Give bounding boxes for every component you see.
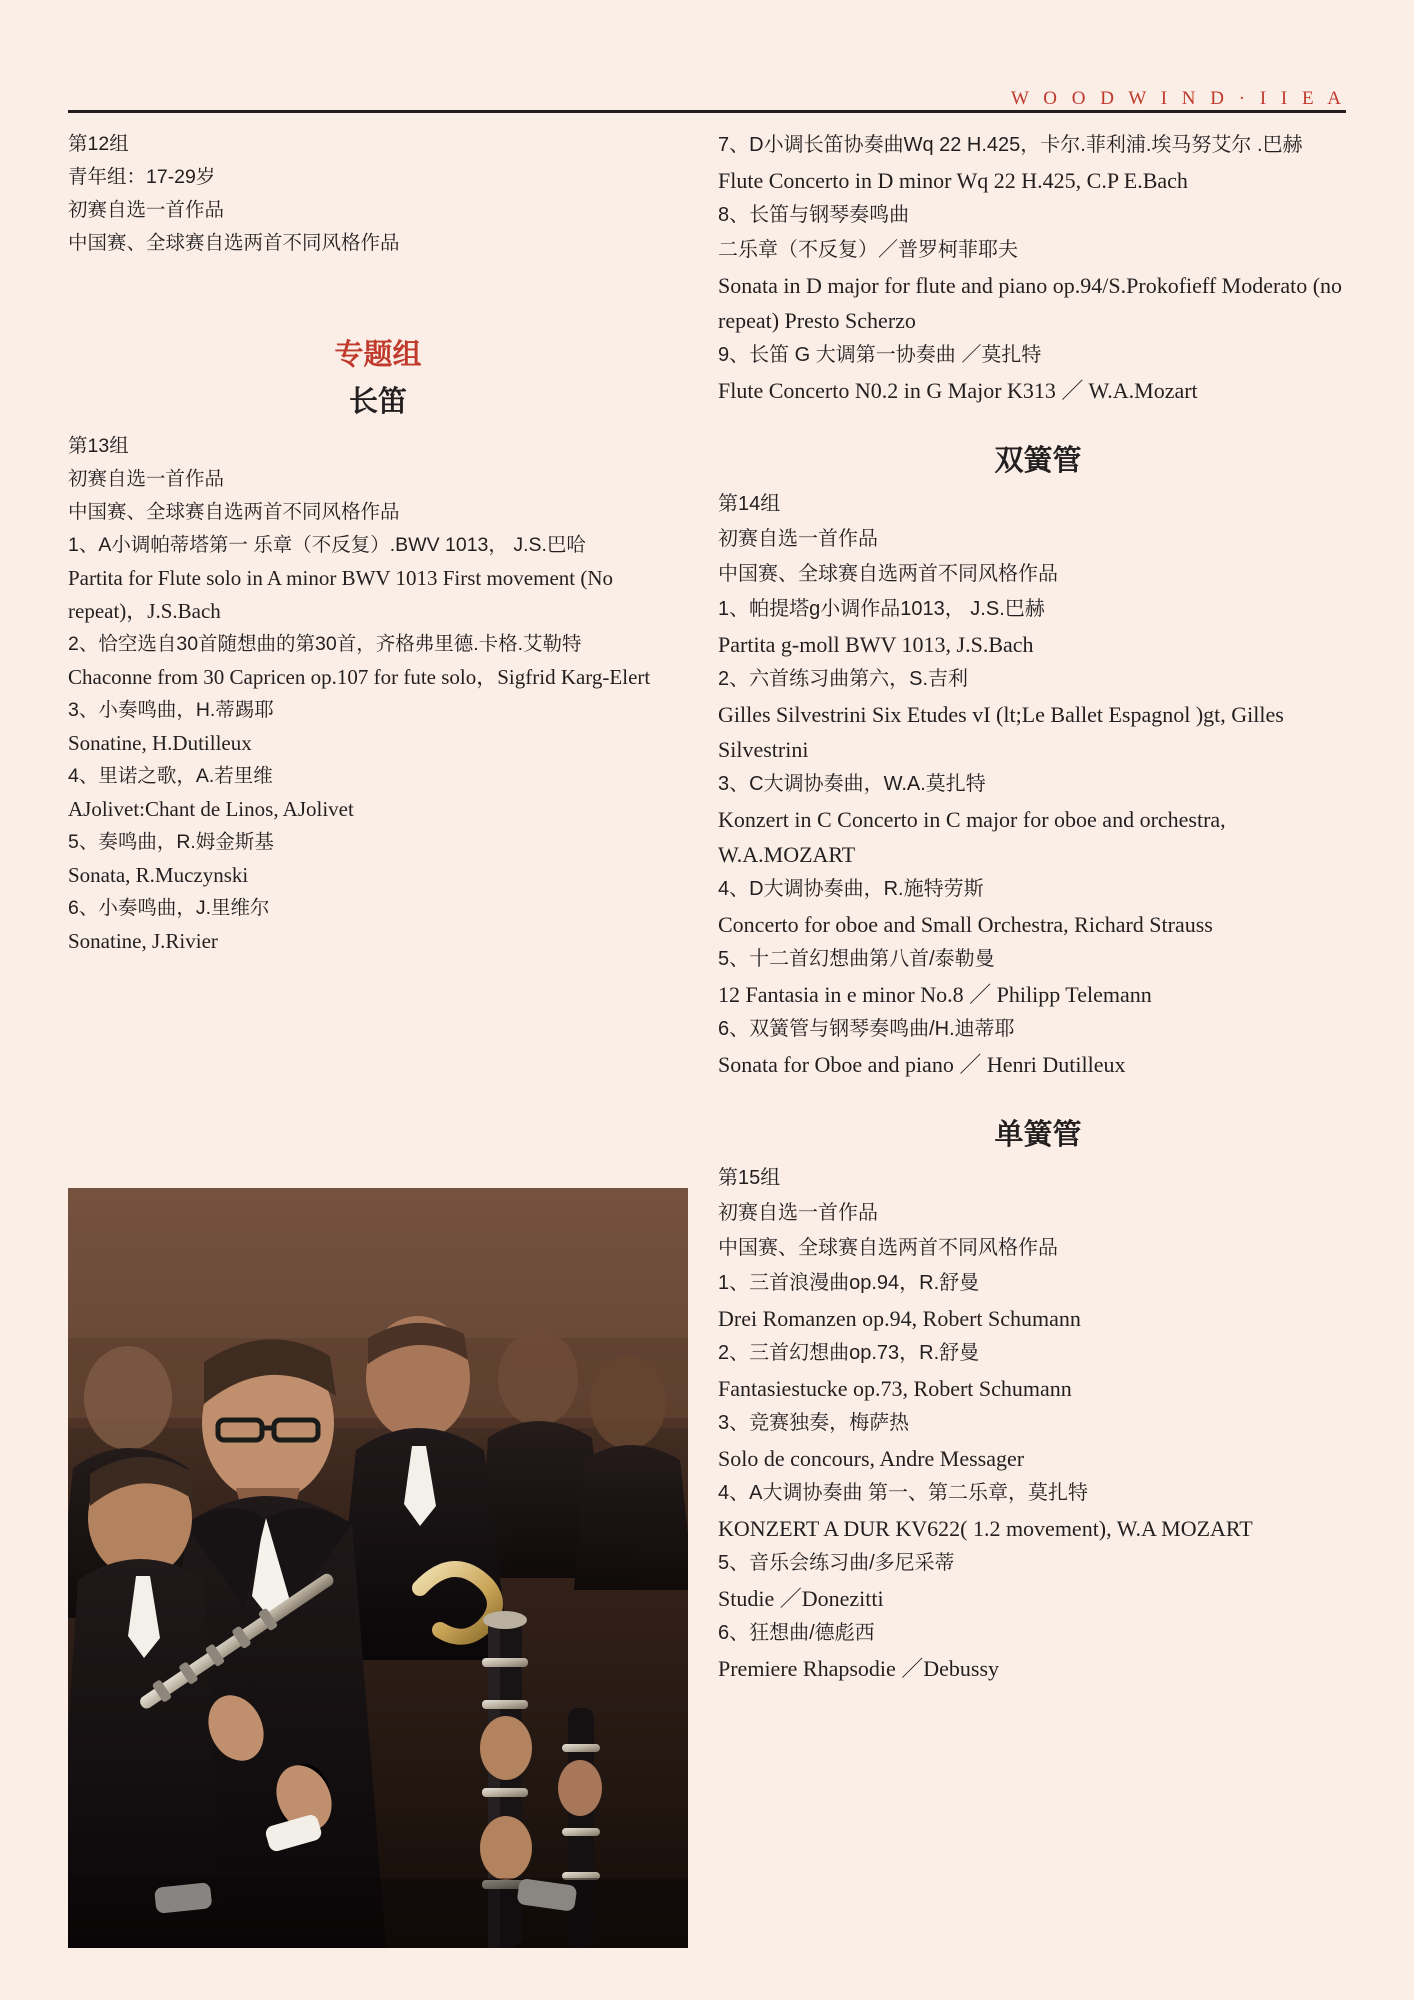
text-line: 第15组 [718, 1167, 781, 1189]
orchestra-photo [68, 1188, 688, 1948]
text-line: 3、竞赛独奏，梅萨热 [718, 1412, 910, 1434]
text-line: Solo de concours, Andre Messager [718, 1446, 1025, 1471]
text-line: KONZERT A DUR KV622( 1.2 movement), W.A MOZART [718, 1516, 1253, 1541]
text-line: 中国赛、全球赛自选两首不同风格作品 [68, 232, 400, 254]
text-line: Concerto for oboe and Small Orchestra, Richard Strauss [718, 912, 1213, 937]
text-line: Flute Concerto N0.2 in G Major K313 ／ W.A.Mozart [718, 378, 1198, 403]
text-line: Partita for Flute solo in A minor BWV 1013 First movement (No repeat)，J.S.Bach [68, 566, 619, 623]
text-line: 中国赛、全球赛自选两首不同风格作品 [718, 1237, 1058, 1259]
text-line: 2、三首幻想曲op.73，R.舒曼 [718, 1342, 980, 1364]
group-15-block [718, 1161, 1358, 1686]
group-13-block [68, 430, 688, 958]
text-line: 1、帕提塔g小调作品1013， J.S.巴赫 [718, 598, 1045, 620]
header-divider [68, 110, 1346, 113]
text-line: 9、长笛 G 大调第一协奏曲 ／莫扎特 [718, 344, 1042, 366]
text-line: 1、A小调帕蒂塔第一 乐章（不反复）.BWV 1013， J.S.巴哈 [68, 534, 586, 556]
page-header-brand: W O O D W I N D · I I E A [1010, 88, 1346, 109]
text-line: Sonata for Oboe and piano ／ Henri Dutilleux [718, 1052, 1126, 1077]
text-line: Chaconne from 30 Capricen op.107 for fute solo，Sigfrid Karg-Elert [68, 665, 651, 689]
clarinet-section-title: 单簧管 [994, 1119, 1082, 1151]
text-line: 1、三首浪漫曲op.94，R.舒曼 [718, 1272, 980, 1294]
left-column [68, 128, 688, 958]
text-line: 第14组 [718, 493, 781, 515]
text-line: 初赛自选一首作品 [718, 1202, 878, 1224]
orchestra-photo-illustration [68, 1188, 688, 1948]
text-line: 3、小奏鸣曲，H.蒂踢耶 [68, 699, 274, 721]
text-line: 中国赛、全球赛自选两首不同风格作品 [68, 501, 400, 523]
right-column [718, 128, 1358, 1686]
group-12-block [68, 128, 688, 260]
text-line: Partita g-moll BWV 1013, J.S.Bach [718, 632, 1034, 657]
text-line: Gilles Silvestrini Six Etudes vI (lt;Le Ballet Espagnol )gt, Gilles Silvestrini [718, 702, 1290, 762]
flute-continued-block [718, 128, 1358, 408]
flute-section-title: 长笛 [348, 386, 407, 418]
text-line: Flute Concerto in D minor Wq 22 H.425, C.P E.Bach [718, 168, 1188, 193]
text-line: 2、恰空选自30首随想曲的第30首，齐格弗里德.卡格.艾勒特 [68, 633, 582, 655]
text-line: Premiere Rhapsodie ／Debussy [718, 1656, 1000, 1681]
text-line: 初赛自选一首作品 [718, 528, 878, 550]
text-line: Sonatine, J.Rivier [68, 929, 218, 953]
text-line: AJolivet:Chant de Linos, AJolivet [68, 797, 354, 821]
text-line: 2、六首练习曲第六，S.吉利 [718, 668, 969, 690]
text-line: Drei Romanzen op.94, Robert Schumann [718, 1306, 1081, 1331]
text-line: 初赛自选一首作品 [68, 468, 225, 490]
text-line: 6、双簧管与钢琴奏鸣曲/H.迪蒂耶 [718, 1018, 1015, 1040]
text-line: 4、A大调协奏曲 第一、第二乐章，莫扎特 [718, 1482, 1089, 1504]
text-line: 第13组 [68, 435, 129, 457]
text-line: Studie ／Donezitti [718, 1586, 884, 1611]
text-line: 第12组 [68, 133, 129, 155]
text-line: Sonata, R.Muczynski [68, 863, 249, 887]
text-line: 青年组：17-29岁 [68, 166, 216, 188]
text-line: 7、D小调长笛协奏曲Wq 22 H.425，卡尔.菲利浦.埃马努艾尔 .巴赫 [718, 134, 1303, 156]
text-line: 8、长笛与钢琴奏鸣曲 [718, 204, 910, 226]
text-line: Fantasiestucke op.73, Robert Schumann [718, 1376, 1072, 1401]
group-14-block [718, 487, 1358, 1082]
text-line: 4、D大调协奏曲，R.施特劳斯 [718, 878, 984, 900]
text-line: 中国赛、全球赛自选两首不同风格作品 [718, 563, 1058, 585]
special-group-title: 专题组 [334, 339, 422, 371]
text-line: 二乐章（不反复）／普罗柯菲耶夫 [718, 239, 1018, 261]
text-line: 5、奏鸣曲，R.姆金斯基 [68, 831, 274, 853]
text-line: 6、小奏鸣曲，J.里维尔 [68, 897, 270, 919]
text-line: 初赛自选一首作品 [68, 199, 225, 221]
text-line: Sonata in D major for flute and piano op.94/S.Prokofieff Moderato (no repeat) Presto Scherzo [718, 273, 1348, 333]
text-line: 4、里诺之歌，A.若里维 [68, 765, 273, 787]
text-line: Sonatine, H.Dutilleux [68, 731, 252, 755]
text-line: 12 Fantasia in e minor No.8 ／ Philipp Telemann [718, 982, 1152, 1007]
text-line: 5、音乐会练习曲/多尼采蒂 [718, 1552, 955, 1574]
text-line: Konzert in C Concerto in C major for oboe and orchestra, W.A.MOZART [718, 807, 1231, 867]
oboe-section-title: 双簧管 [994, 445, 1082, 477]
text-line: 5、十二首幻想曲第八首/泰勒曼 [718, 948, 995, 970]
text-line: 6、狂想曲/德彪西 [718, 1622, 875, 1644]
text-line: 3、C大调协奏曲，W.A.莫扎特 [718, 773, 986, 795]
